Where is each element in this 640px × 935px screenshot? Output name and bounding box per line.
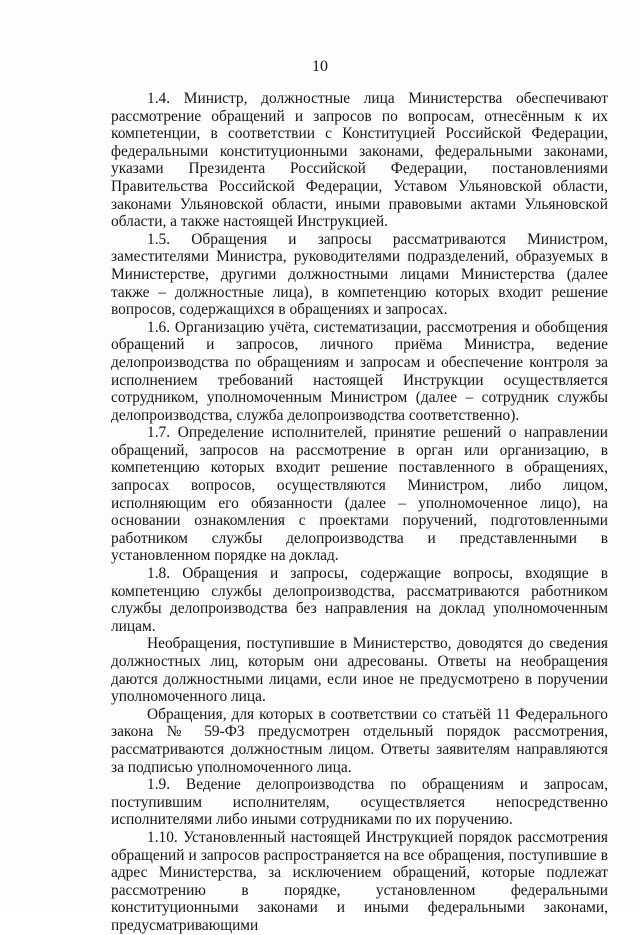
paragraph-1-4: 1.4. Министр, должностные лица Министерства обеспечивают рассмотрение обращений и запросов по вопросам, отнесённым к их компетенции, в соответствии с Конституцией Российской Федерации, федеральными конституционными законами, федеральными законами, указами Президента Российской Федерации, постановлениями Правительства Российской Федерации, Уставом Ульяновской области, законами Ульяновской области, иными правовыми актами Ульяновской области, а также настоящей Инструкцией. — [111, 90, 608, 231]
paragraph-1-9: 1.9. Ведение делопроизводства по обращениям и запросам, поступившим исполнителям, осуществляется непосредственно исполнителями либо иными сотрудниками по их поручению. — [111, 776, 608, 829]
paragraph-1-5: 1.5. Обращения и запросы рассматриваются Министром, заместителями Министра, руководителями подразделений, образуемых в Министерстве, другими должностными лицами Министерства (далее также – должностные лица), в компетенцию которых входит решение вопросов, содержащихся в обращениях и запросах. — [111, 230, 608, 319]
paragraph-non-appeals: Необращения, поступившие в Министерство, доводятся до сведения должностных лиц, которым они адресованы. Ответы на необращения даются должностными лицами, если иное не предусмотрено в поручении уполномоченного лица. — [111, 635, 608, 706]
page-number: 10 — [312, 58, 328, 75]
document-body — [111, 90, 608, 935]
paragraph-1-7: 1.7. Определение исполнителей, принятие решений о направлении обращений, запросов на рассмотрение в орган или организацию, в компетенцию которых входит решение поставленного в обращениях, запросах вопросов, осуществляются Министром, либо лицом, исполняющим его обязанности (далее – уполномоченное лицо), на основании ознакомления с проектами поручений, подготовленными работником службы делопроизводства и представленными в установленном порядке на доклад. — [111, 424, 608, 565]
paragraph-1-6: 1.6. Организацию учёта, систематизации, рассмотрения и обобщения обращений и запросов, личного приёма Министра, ведение делопроизводства по обращениям и запросам и обеспечение контроля за исполнением требований настоящей Инструкции осуществляется сотрудником, уполномоченным Министром (далее – сотрудник службы делопроизводства, служба делопроизводства соответственно). — [111, 318, 608, 424]
paragraph-article-11: Обращения, для которых в соответствии со статьёй 11 Федерального закона № 59-ФЗ предусмотрен отдельный порядок рассмотрения, рассматриваются должностным лицом. Ответы заявителям направляются за подписью уполномоченного лица. — [111, 705, 608, 776]
paragraph-1-10: 1.10. Установленный настоящей Инструкцией порядок рассмотрения обращений и запросов распространяется на все обращения, поступившие в адрес Министерства, за исключением обращений, которые подлежат рассмотрению в порядке, установленном федеральными конституционными законами и иными федеральными законами, предусматривающими — [111, 828, 608, 934]
paragraph-1-8: 1.8. Обращения и запросы, содержащие вопросы, входящие в компетенцию службы делопроизводства, рассматриваются работником службы делопроизводства без направления на доклад уполномоченным лицам. — [111, 565, 608, 635]
